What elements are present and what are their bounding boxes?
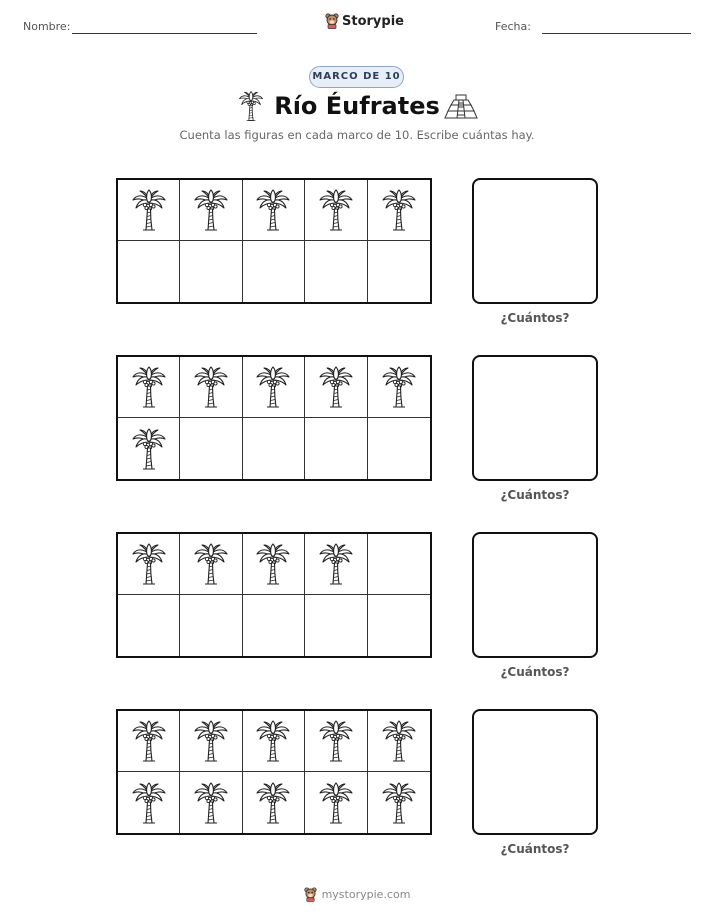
frame-cell (305, 711, 367, 772)
frame-cell (118, 711, 180, 772)
frame-cell (305, 534, 367, 595)
frame-cell (180, 241, 242, 302)
palm-tree-icon (318, 188, 354, 232)
frame-cell (305, 241, 367, 302)
footer-url: mystorypie.com (321, 888, 411, 901)
palm-tree-icon (193, 542, 229, 586)
frame-cell (305, 180, 367, 241)
palm-tree-icon (255, 188, 291, 232)
frame-cell (305, 595, 367, 656)
palm-tree-icon (318, 365, 354, 409)
palm-tree-icon (255, 542, 291, 586)
ten-frame-3 (116, 532, 432, 658)
frame-cell (118, 180, 180, 241)
date-line[interactable] (542, 33, 691, 34)
palm-tree-icon (131, 365, 167, 409)
palm-tree-icon (193, 188, 229, 232)
ten-frame-2 (116, 355, 432, 481)
frame-cell (243, 711, 305, 772)
question-label-1: ¿Cuántos? (500, 311, 570, 325)
palm-tree-icon (193, 365, 229, 409)
frame-cell (243, 180, 305, 241)
frame-cell (118, 357, 180, 418)
date-label: Fecha: (495, 20, 531, 33)
frame-cell (368, 418, 430, 479)
name-label: Nombre: (23, 20, 71, 33)
frame-cell (118, 595, 180, 656)
answer-box-1[interactable] (472, 178, 598, 304)
ten-frame-1 (116, 178, 432, 304)
instructions: Cuenta las figuras en cada marco de 10. Escribe cuántas hay. (179, 128, 535, 142)
frame-cell (305, 418, 367, 479)
palm-tree-icon (318, 719, 354, 763)
frame-cell (180, 357, 242, 418)
bear-mascot-icon (304, 887, 317, 902)
ten-frame-4 (116, 709, 432, 835)
frame-cell (180, 711, 242, 772)
pyramid-icon (443, 92, 479, 122)
bear-mascot-icon (325, 13, 339, 29)
frame-cell (118, 418, 180, 479)
palm-tree-icon (381, 365, 417, 409)
frame-cell (368, 357, 430, 418)
frame-cell (243, 241, 305, 302)
palm-tree-icon (381, 781, 417, 825)
frame-cell (305, 772, 367, 833)
question-label-2: ¿Cuántos? (500, 488, 570, 502)
frame-cell (180, 534, 242, 595)
palm-tree-icon (131, 188, 167, 232)
frame-cell (305, 357, 367, 418)
frame-cell (118, 241, 180, 302)
answer-box-2[interactable] (472, 355, 598, 481)
brand-name: Storypie (342, 13, 404, 29)
frame-cell (243, 595, 305, 656)
frame-cell (243, 772, 305, 833)
palm-tree-icon (193, 781, 229, 825)
frame-cell (180, 772, 242, 833)
palm-tree-icon (131, 781, 167, 825)
palm-tree-icon (131, 719, 167, 763)
frame-cell (180, 595, 242, 656)
palm-tree-icon (131, 427, 167, 471)
answer-box-4[interactable] (472, 709, 598, 835)
frame-cell (118, 534, 180, 595)
palm-tree-icon (318, 542, 354, 586)
brand-logo (325, 13, 404, 29)
question-label-4: ¿Cuántos? (500, 842, 570, 856)
palm-tree-icon (255, 365, 291, 409)
palm-tree-icon (131, 542, 167, 586)
frame-cell (243, 534, 305, 595)
worksheet-type-badge: MARCO DE 10 (309, 66, 404, 88)
frame-cell (368, 241, 430, 302)
page-title: Río Éufrates (274, 92, 440, 120)
palm-tree-icon (381, 719, 417, 763)
frame-cell (368, 595, 430, 656)
frame-cell (243, 357, 305, 418)
question-label-3: ¿Cuántos? (500, 665, 570, 679)
frame-cell (368, 180, 430, 241)
frame-cell (368, 534, 430, 595)
palm-tree-icon (381, 188, 417, 232)
name-line[interactable] (72, 33, 257, 34)
frame-cell (180, 180, 242, 241)
palm-tree-icon (318, 781, 354, 825)
frame-cell (180, 418, 242, 479)
palm-tree-icon (255, 781, 291, 825)
frame-cell (118, 772, 180, 833)
frame-cell (243, 418, 305, 479)
palm-tree-icon (193, 719, 229, 763)
frame-cell (368, 772, 430, 833)
frame-cell (368, 711, 430, 772)
palm-tree-icon (255, 719, 291, 763)
footer (0, 887, 714, 902)
answer-box-3[interactable] (472, 532, 598, 658)
